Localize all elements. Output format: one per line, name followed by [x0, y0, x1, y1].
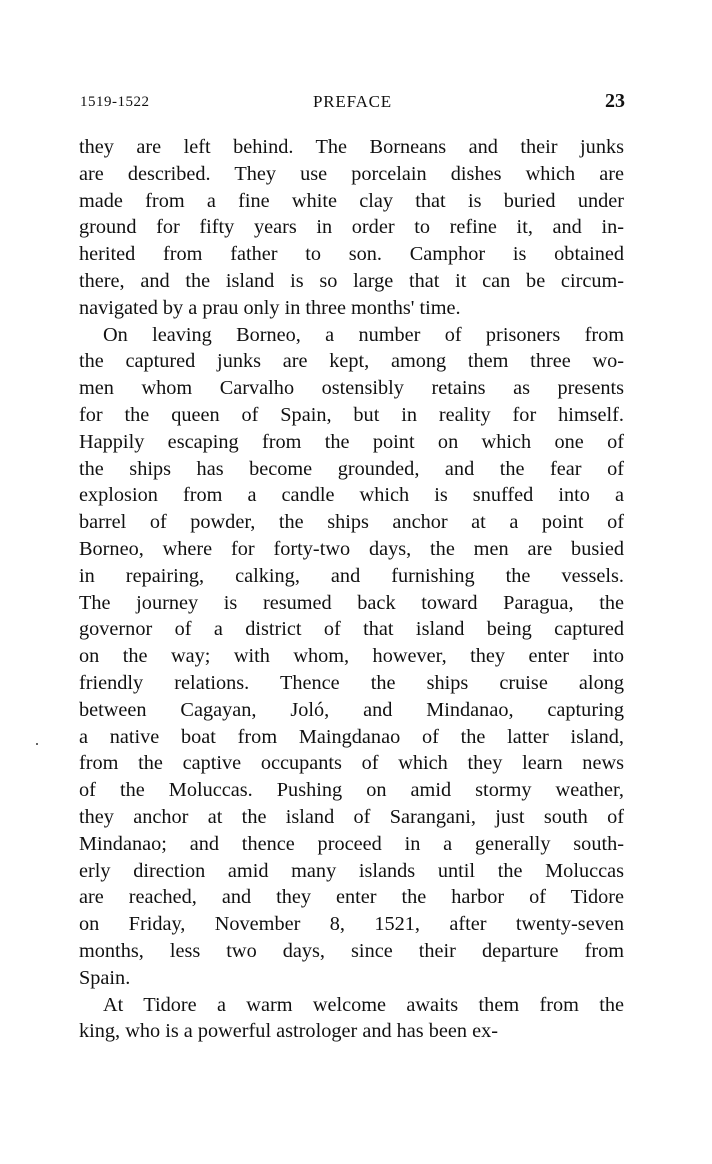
paragraph [79, 992, 624, 1046]
text-line: the captured junks are kept, among them three wo- [79, 350, 624, 373]
text-line: in repairing, calking, and furnishing the vessels. [79, 564, 624, 587]
text-line: made from a fine white clay that is buried under [79, 189, 624, 212]
text-line: erly direction amid many islands until the Moluccas [79, 859, 624, 882]
text-line: explosion from a candle which is snuffed into a [79, 484, 624, 507]
text-line: between Cagayan, Joló, and Mindanao, capturing [79, 698, 624, 721]
text-line: from the captive occupants of which they learn news [79, 752, 624, 775]
text-line: Happily escaping from the point on which one of [79, 430, 624, 453]
text-line: months, less two days, since their departure from [79, 939, 624, 962]
text-line: for the queen of Spain, but in reality for himself. [79, 403, 624, 426]
text-line: herited from father to son. Camphor is obtained [79, 243, 624, 266]
text-line: on Friday, November 8, 1521, after twenty-seven [79, 913, 624, 936]
text-line: ground for fifty years in order to refine it, and in- [79, 216, 624, 239]
running-head-title: PREFACE [313, 92, 392, 111]
text-line: governor of a district of that island being captured [79, 618, 624, 641]
text-line: friendly relations. Thence the ships cruise along [79, 671, 624, 694]
text-line: king, who is a powerful astrologer and has been ex- [79, 1020, 499, 1043]
text-line: men whom Carvalho ostensibly retains as presents [79, 377, 624, 400]
body-text [79, 134, 624, 1045]
text-line: The journey is resumed back toward Paragua, the [79, 591, 624, 614]
text-line: are described. They use porcelain dishes which are [79, 162, 624, 185]
running-head-years: 1519-1522 [80, 94, 150, 110]
page-number: 23 [605, 90, 625, 112]
running-head [80, 90, 625, 114]
text-line: On leaving Borneo, a number of prisoners from [103, 323, 624, 346]
text-line: there, and the island is so large that it can be circum- [79, 269, 624, 292]
text-line: At Tidore a warm welcome awaits them from the [103, 993, 624, 1016]
text-line: Spain. [79, 966, 131, 989]
print-speck [36, 743, 38, 745]
text-line: they are left behind. The Borneans and their junks [79, 136, 624, 158]
text-line: Mindanao; and thence proceed in a generally south- [79, 832, 624, 855]
text-line: of the Moluccas. Pushing on amid stormy weather, [79, 779, 624, 802]
text-line: barrel of powder, the ships anchor at a point of [79, 511, 624, 534]
text-line: on the way; with whom, however, they enter into [79, 645, 624, 668]
text-line: are reached, and they enter the harbor of Tidore [79, 886, 624, 909]
text-line: navigated by a prau only in three months' time. [79, 296, 461, 319]
paragraph [79, 134, 624, 322]
text-line: a native boat from Maingdanao of the latter island, [79, 725, 624, 748]
text-line: they anchor at the island of Sarangani, just south of [79, 805, 624, 828]
text-line: the ships has become grounded, and the fear of [79, 457, 624, 480]
text-line: Borneo, where for forty-two days, the men are busied [79, 537, 624, 560]
paragraph [79, 322, 624, 992]
